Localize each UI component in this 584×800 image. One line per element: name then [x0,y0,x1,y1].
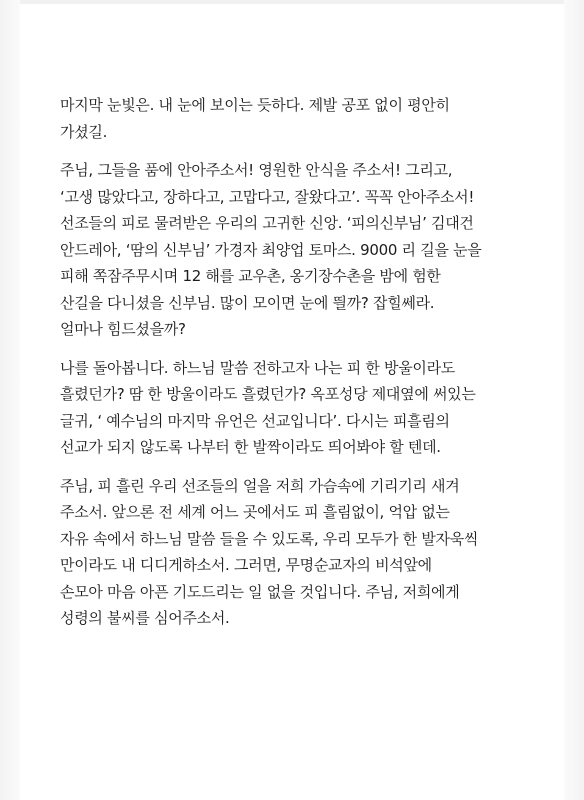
text-line: 마지막 눈빛은. 내 눈에 보이는 듯하다. 제발 공포 없이 평안히 [60,96,450,114]
text-line: 손모아 마음 아픈 기도드리는 일 없을 것입니다. 주님, 저희에게 [60,582,460,601]
text-line: 선교가 되지 않도록 나부터 한 발짝이라도 띄어봐야 할 텐데. [60,438,441,456]
text-line: 글귀, ‘ 예수님의 마지막 유언은 선교입니다’. 다시는 피흘림의 [60,411,450,430]
text-line: 주소서. 앞으론 전 세계 어느 곳에서도 피 흘림없이, 억압 없는 [60,503,450,521]
text-line: 산길을 다니셨을 신부님. 많이 모이면 눈에 띌까? 잡힐쎄라. [60,293,435,312]
text-line: 얼마나 힘드셨을까? [60,320,186,338]
text-line: 나를 돌아봅니다. 하느님 말씀 전하고자 나는 피 한 방울이라도 [60,358,455,377]
text-line: 주님, 피 흘린 우리 선조들의 얼을 저희 가슴속에 기리기리 새겨 [60,476,460,495]
text-line: 자유 속에서 하느님 말씀 들을 수 있도록, 우리 모두가 한 발자욱씩 [60,529,479,548]
document-page [22,4,562,800]
paragraph-4 [60,473,540,632]
text-line: 안드레아, ‘땀의 신부님’ 가경자 최양업 토마스. 9000 리 길을 눈을 [60,240,482,259]
paragraph-2 [60,157,540,343]
text-line: 만이라도 내 디디게하소서. 그러면, 무명순교자의 비석앞에 [60,556,432,574]
text-line: 성령의 불씨를 심어주소서. [60,609,230,627]
paragraph-3 [60,355,540,461]
page-left-margin [0,0,20,800]
text-line: 피해 쪽잠주무시며 12 해를 교우촌, 옹기장수촌을 밤에 험한 [60,267,441,285]
text-line: 선조들의 피로 물려받은 우리의 고귀한 신앙. ‘피의신부님’ 김대건 [60,214,474,232]
text-line: 흘렸던가? 땀 한 방울이라도 흘렸던가? 옥포성당 제대옆에 써있는 [60,385,476,403]
text-line: 가셨길. [60,122,108,141]
document-body [60,92,540,644]
paragraph-1 [60,92,540,145]
text-line: ‘고생 많았다고, 장하다고, 고맙다고, 잘왔다고’. 꼭꼭 안아주소서! [60,187,475,206]
page-right-margin [564,0,584,800]
text-line: 주님, 그들을 품에 안아주소서! 영원한 안식을 주소서! 그리고, [60,161,453,179]
